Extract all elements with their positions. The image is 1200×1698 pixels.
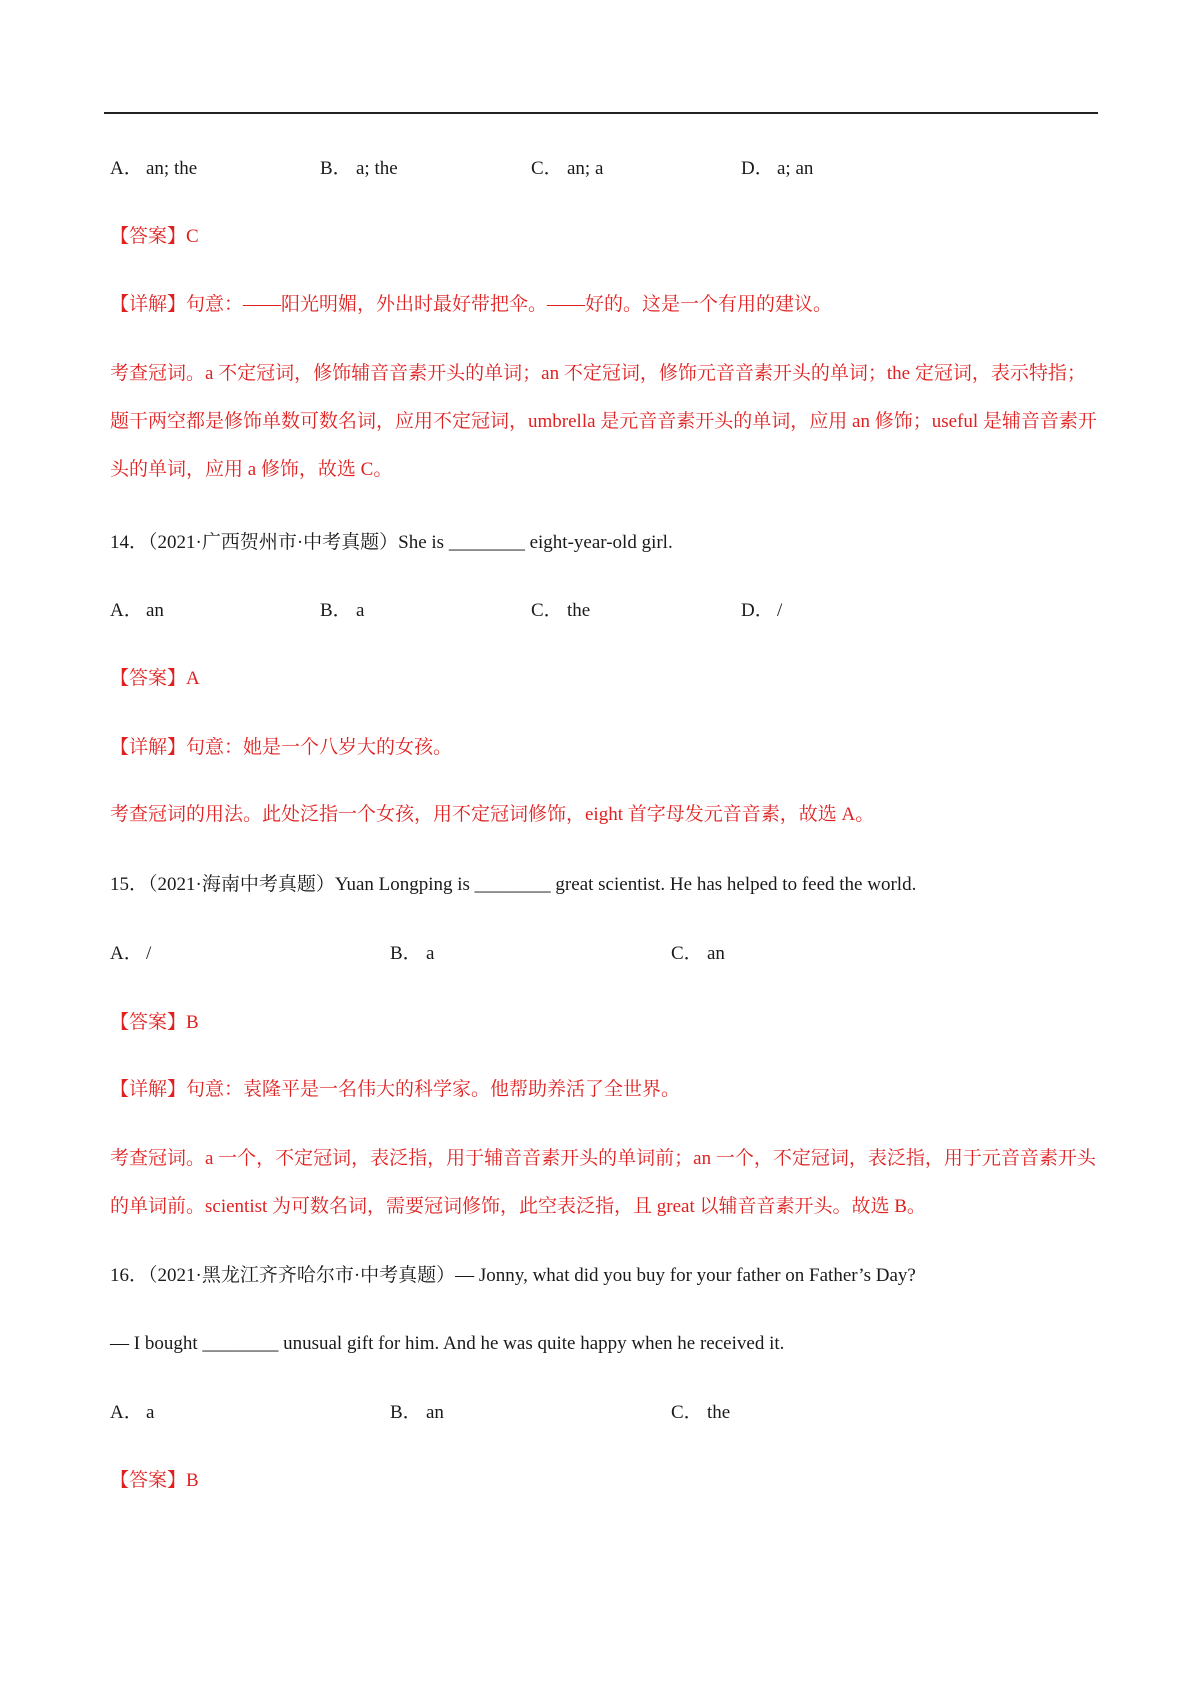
q14-answer: 【答案】A [110,668,200,689]
q13-option-b[interactable] [320,156,398,182]
q16-answer: 【答案】B [110,1470,199,1491]
option-text: an [707,943,725,964]
q15-detail: 【详解】句意：袁隆平是一名伟大的科学家。他帮助养活了全世界。 [110,1079,681,1100]
option-text: a; the [356,158,398,179]
q14-options [0,598,1200,624]
q13-answer: 【答案】C [110,226,199,247]
q16-question-line2: — I bought ________ unusual gift for him. And he was quite happy when he received it. [110,1333,785,1354]
q15-question: 15．（2021·海南中考真题）Yuan Longping is ________ great scientist. He has helped to feed the world. [110,874,917,895]
option-letter: B． [320,158,352,179]
option-letter: D． [741,600,774,621]
option-text: a [146,1402,155,1423]
q13-option-a[interactable] [110,156,197,182]
q16-question: 16．（2021·黑龙江齐齐哈尔市·中考真题）— Jonny, what did you buy for your father on Father’s Day? [110,1265,916,1286]
option-text: an [426,1402,444,1423]
option-letter: A． [110,943,143,964]
q14-explanation: 考查冠词的用法。此处泛指一个女孩，用不定冠词修饰，eight 首字母发元音音素，故选 A。 [110,804,875,825]
option-letter: C． [531,158,563,179]
option-letter: A． [110,1402,143,1423]
q15-options [0,941,1200,967]
q14-option-a[interactable] [110,598,164,624]
option-text: an [146,600,164,621]
q13-detail: 【详解】句意：——阳光明媚，外出时最好带把伞。——好的。这是一个有用的建议。 [110,294,833,315]
option-letter: B． [390,1402,422,1423]
option-letter: C． [671,943,703,964]
option-letter: D． [741,158,774,179]
option-text: a [426,943,435,964]
q14-option-b[interactable] [320,598,364,624]
q16-options [0,1400,1200,1426]
q15-option-a[interactable] [110,941,151,967]
option-text: the [707,1402,731,1423]
option-text: / [146,943,152,964]
q16-option-a[interactable] [110,1400,154,1426]
q15-option-c[interactable] [671,941,725,967]
q15-answer: 【答案】B [110,1012,199,1033]
option-letter: C． [671,1402,703,1423]
q15-option-b[interactable] [390,941,434,967]
q13-explanation: 考查冠词。a 不定冠词，修饰辅音音素开头的单词；an 不定冠词，修饰元音音素开头的单词；the 定冠词，表示特指；题干两空都是修饰单数可数名词，应用不定冠词，umbrella 是元音音素开头的单词，应用 an 修饰；useful 是辅音音素开头的单词，应用 a 修饰，故选 C。 [110,363,1097,480]
q16-option-c[interactable] [671,1400,730,1426]
q14-option-c[interactable] [531,598,590,624]
option-letter: B． [390,943,422,964]
q14-detail: 【详解】句意：她是一个八岁大的女孩。 [110,737,453,758]
q14-option-d[interactable] [741,598,782,624]
q13-option-c[interactable] [531,156,603,182]
option-letter: B． [320,600,352,621]
option-letter: C． [531,600,563,621]
q15-explanation: 考查冠词。a 一个，不定冠词，表泛指，用于辅音音素开头的单词前；an 一个，不定冠词，表泛指，用于元音音素开头的单词前。scientist 为可数名词，需要冠词修饰，此空表泛指，且 great 以辅音音素开头。故选 B。 [110,1148,1096,1217]
option-text: an; the [146,158,198,179]
q14-question: 14．（2021·广西贺州市·中考真题）She is ________ eight-year-old girl. [110,532,673,553]
option-text: / [777,600,783,621]
option-text: an; a [567,158,604,179]
q13-options [0,156,1200,182]
header-rule [104,112,1098,114]
option-text: a; an [777,158,814,179]
option-text: a [356,600,365,621]
option-text: the [567,600,591,621]
q16-option-b[interactable] [390,1400,444,1426]
option-letter: A． [110,600,143,621]
option-letter: A． [110,158,143,179]
q13-option-d[interactable] [741,156,813,182]
